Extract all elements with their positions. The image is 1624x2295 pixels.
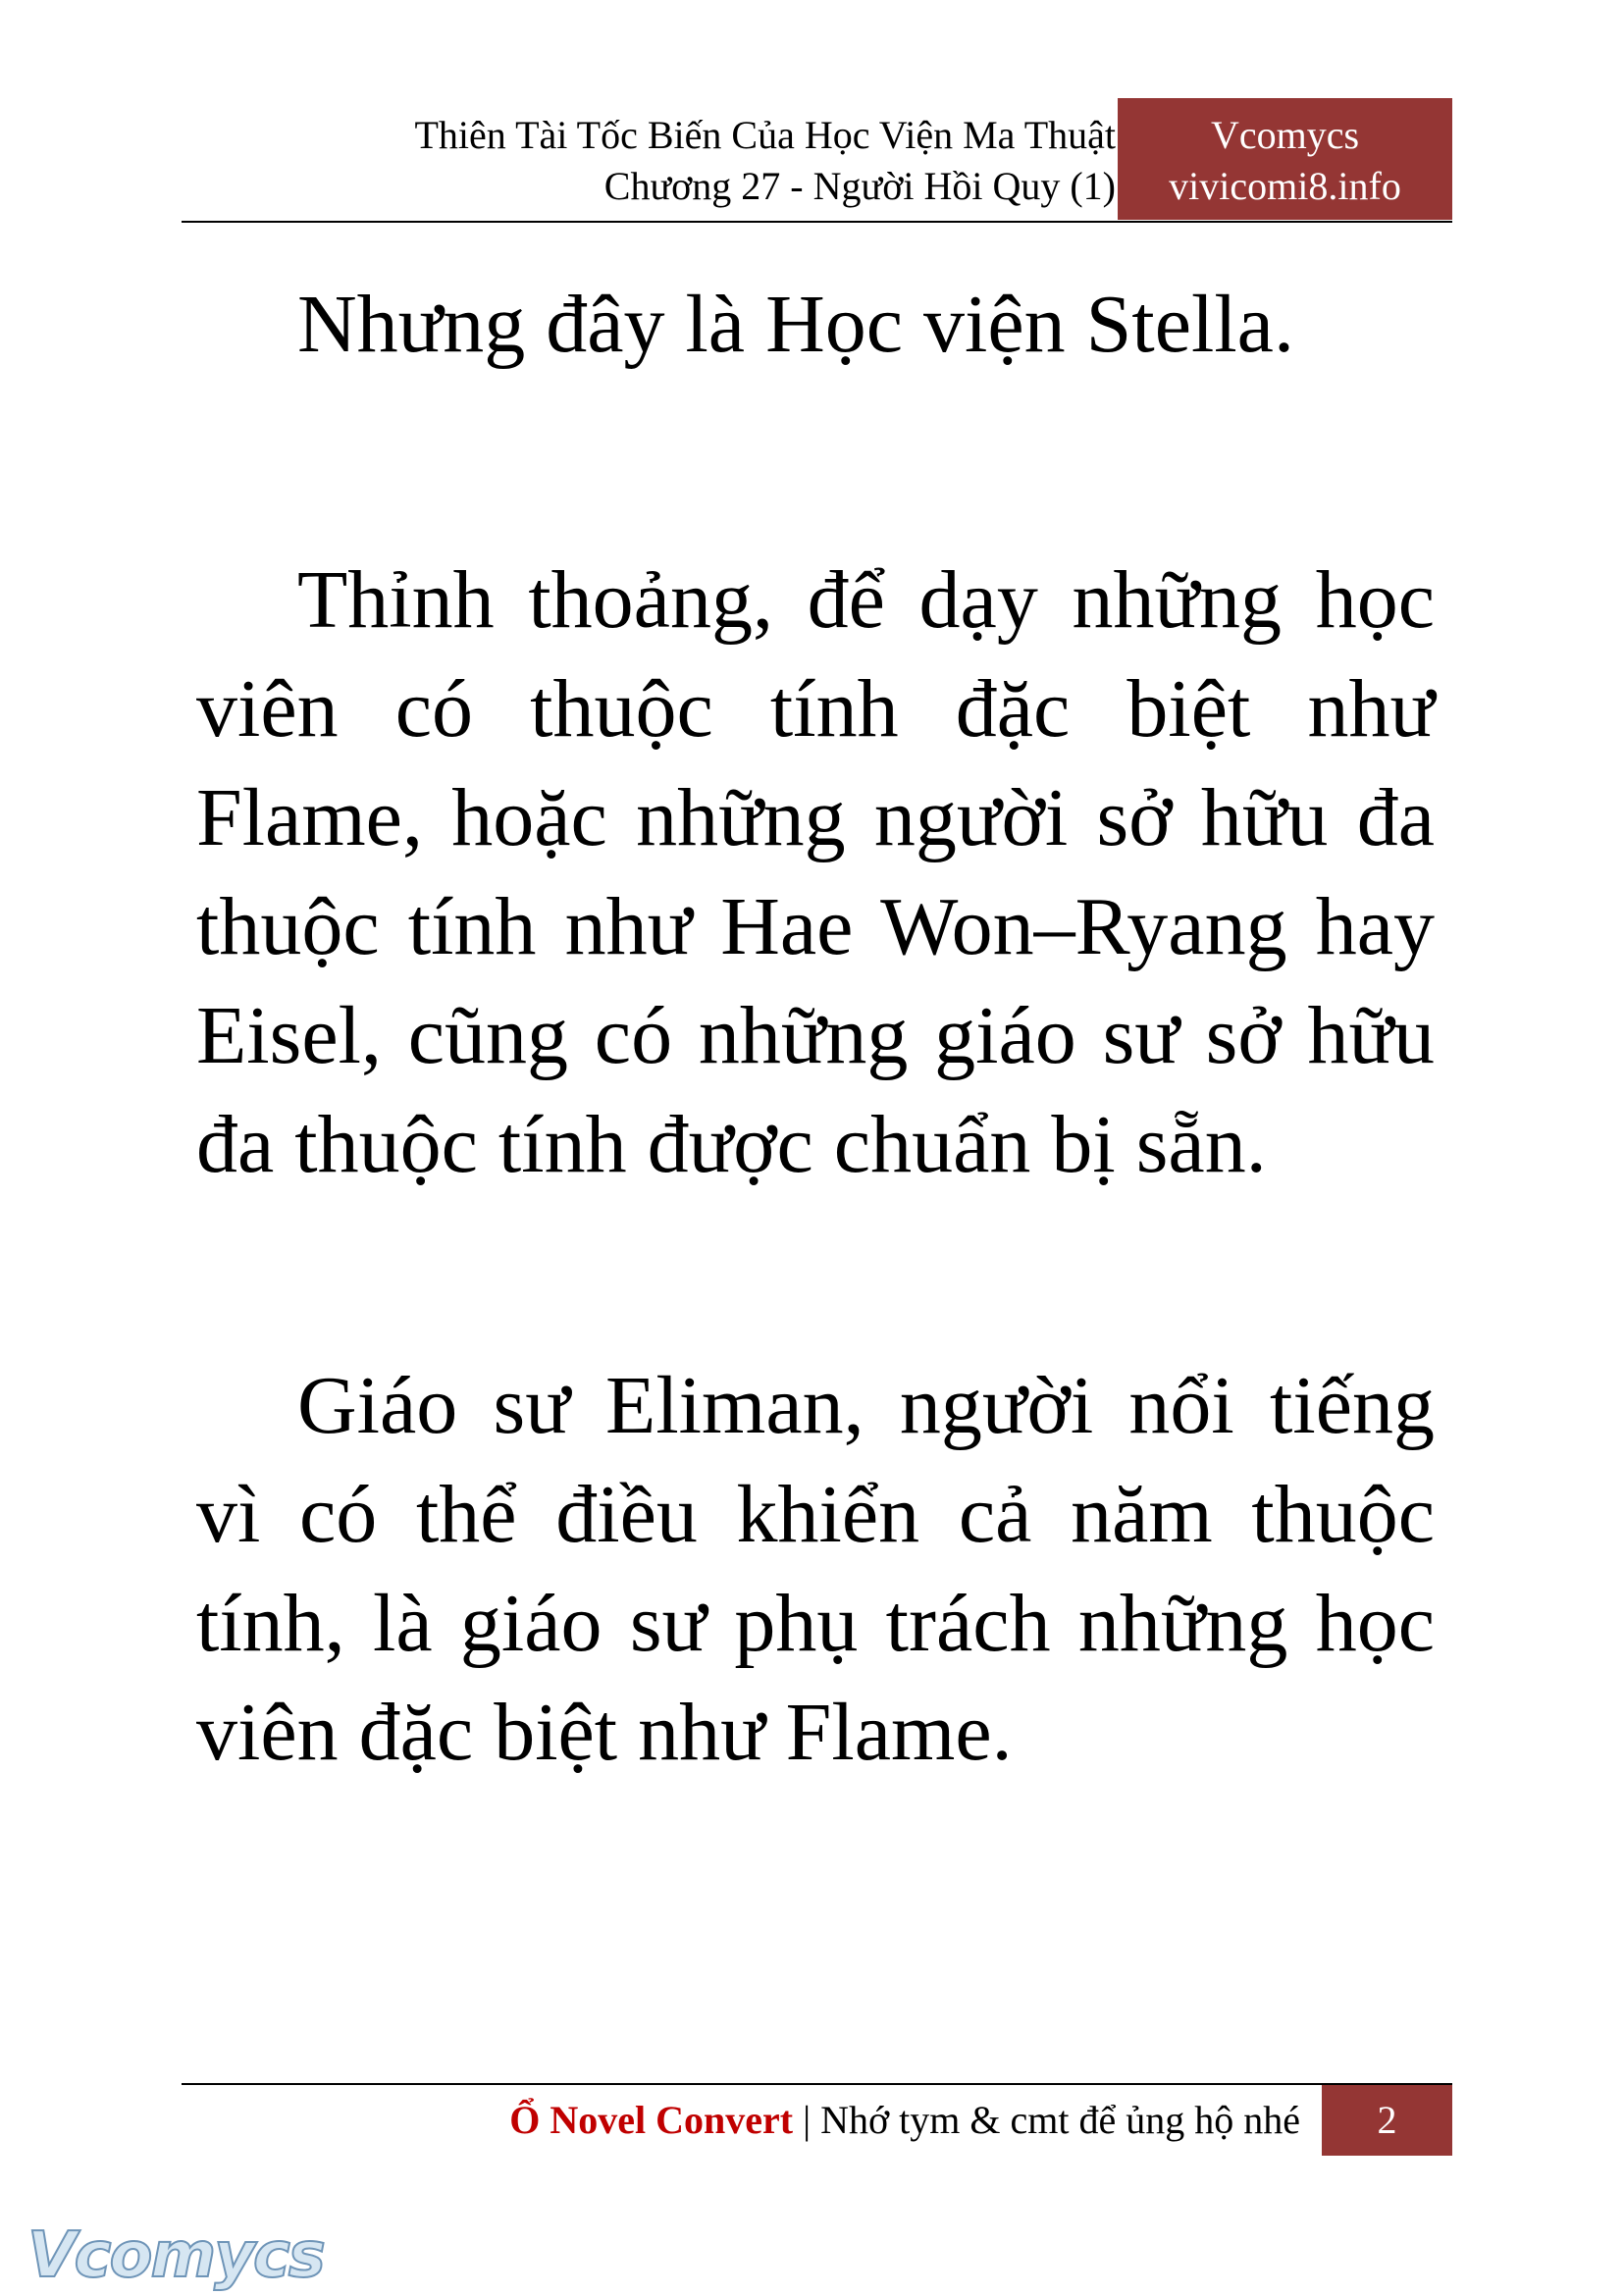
- chapter-body: [196, 270, 1435, 1787]
- footer-message: Nhớ tym & cmt để ủng hộ nhé: [820, 2098, 1300, 2142]
- site-name: Vcomycs: [1210, 113, 1360, 157]
- body-paragraph: Giáo sư Eliman, người nổi tiếng vì có thể điều khiển cả năm thuộc tính, là giáo sư phụ trách những học viên đặc biệt như Flame.: [196, 1360, 1435, 1778]
- book-title: Thiên Tài Tốc Biến Của Học Viện Ma Thuật: [414, 113, 1116, 157]
- chapter-title: Chương 27 - Người Hồi Quy (1): [603, 164, 1116, 208]
- page-number: 2: [1322, 2085, 1452, 2156]
- watermark-logo: Vcomycs: [27, 2219, 324, 2292]
- page-footer: [182, 2083, 1452, 2158]
- body-paragraph: Nhưng đây là Học viện Stella.: [297, 279, 1294, 370]
- site-url: vivicomi8.info: [1169, 164, 1401, 208]
- body-paragraph: Thỉnh thoảng, để dạy những học viên có thuộc tính đặc biệt như Flame, hoặc những người sở hữu đa thuộc tính như Hae Won–Ryang hay Eisel, cũng có những giáo sư sở hữu đa thuộc tính được chuẩn bị sẵn.: [196, 554, 1435, 1190]
- footer-separator: |: [803, 2098, 812, 2142]
- footer-brand: Ổ Novel Convert: [509, 2098, 794, 2142]
- page-header: [182, 98, 1452, 223]
- header-site-box: [1118, 98, 1452, 220]
- header-titles: [182, 98, 1116, 221]
- footer-text: [182, 2085, 1310, 2156]
